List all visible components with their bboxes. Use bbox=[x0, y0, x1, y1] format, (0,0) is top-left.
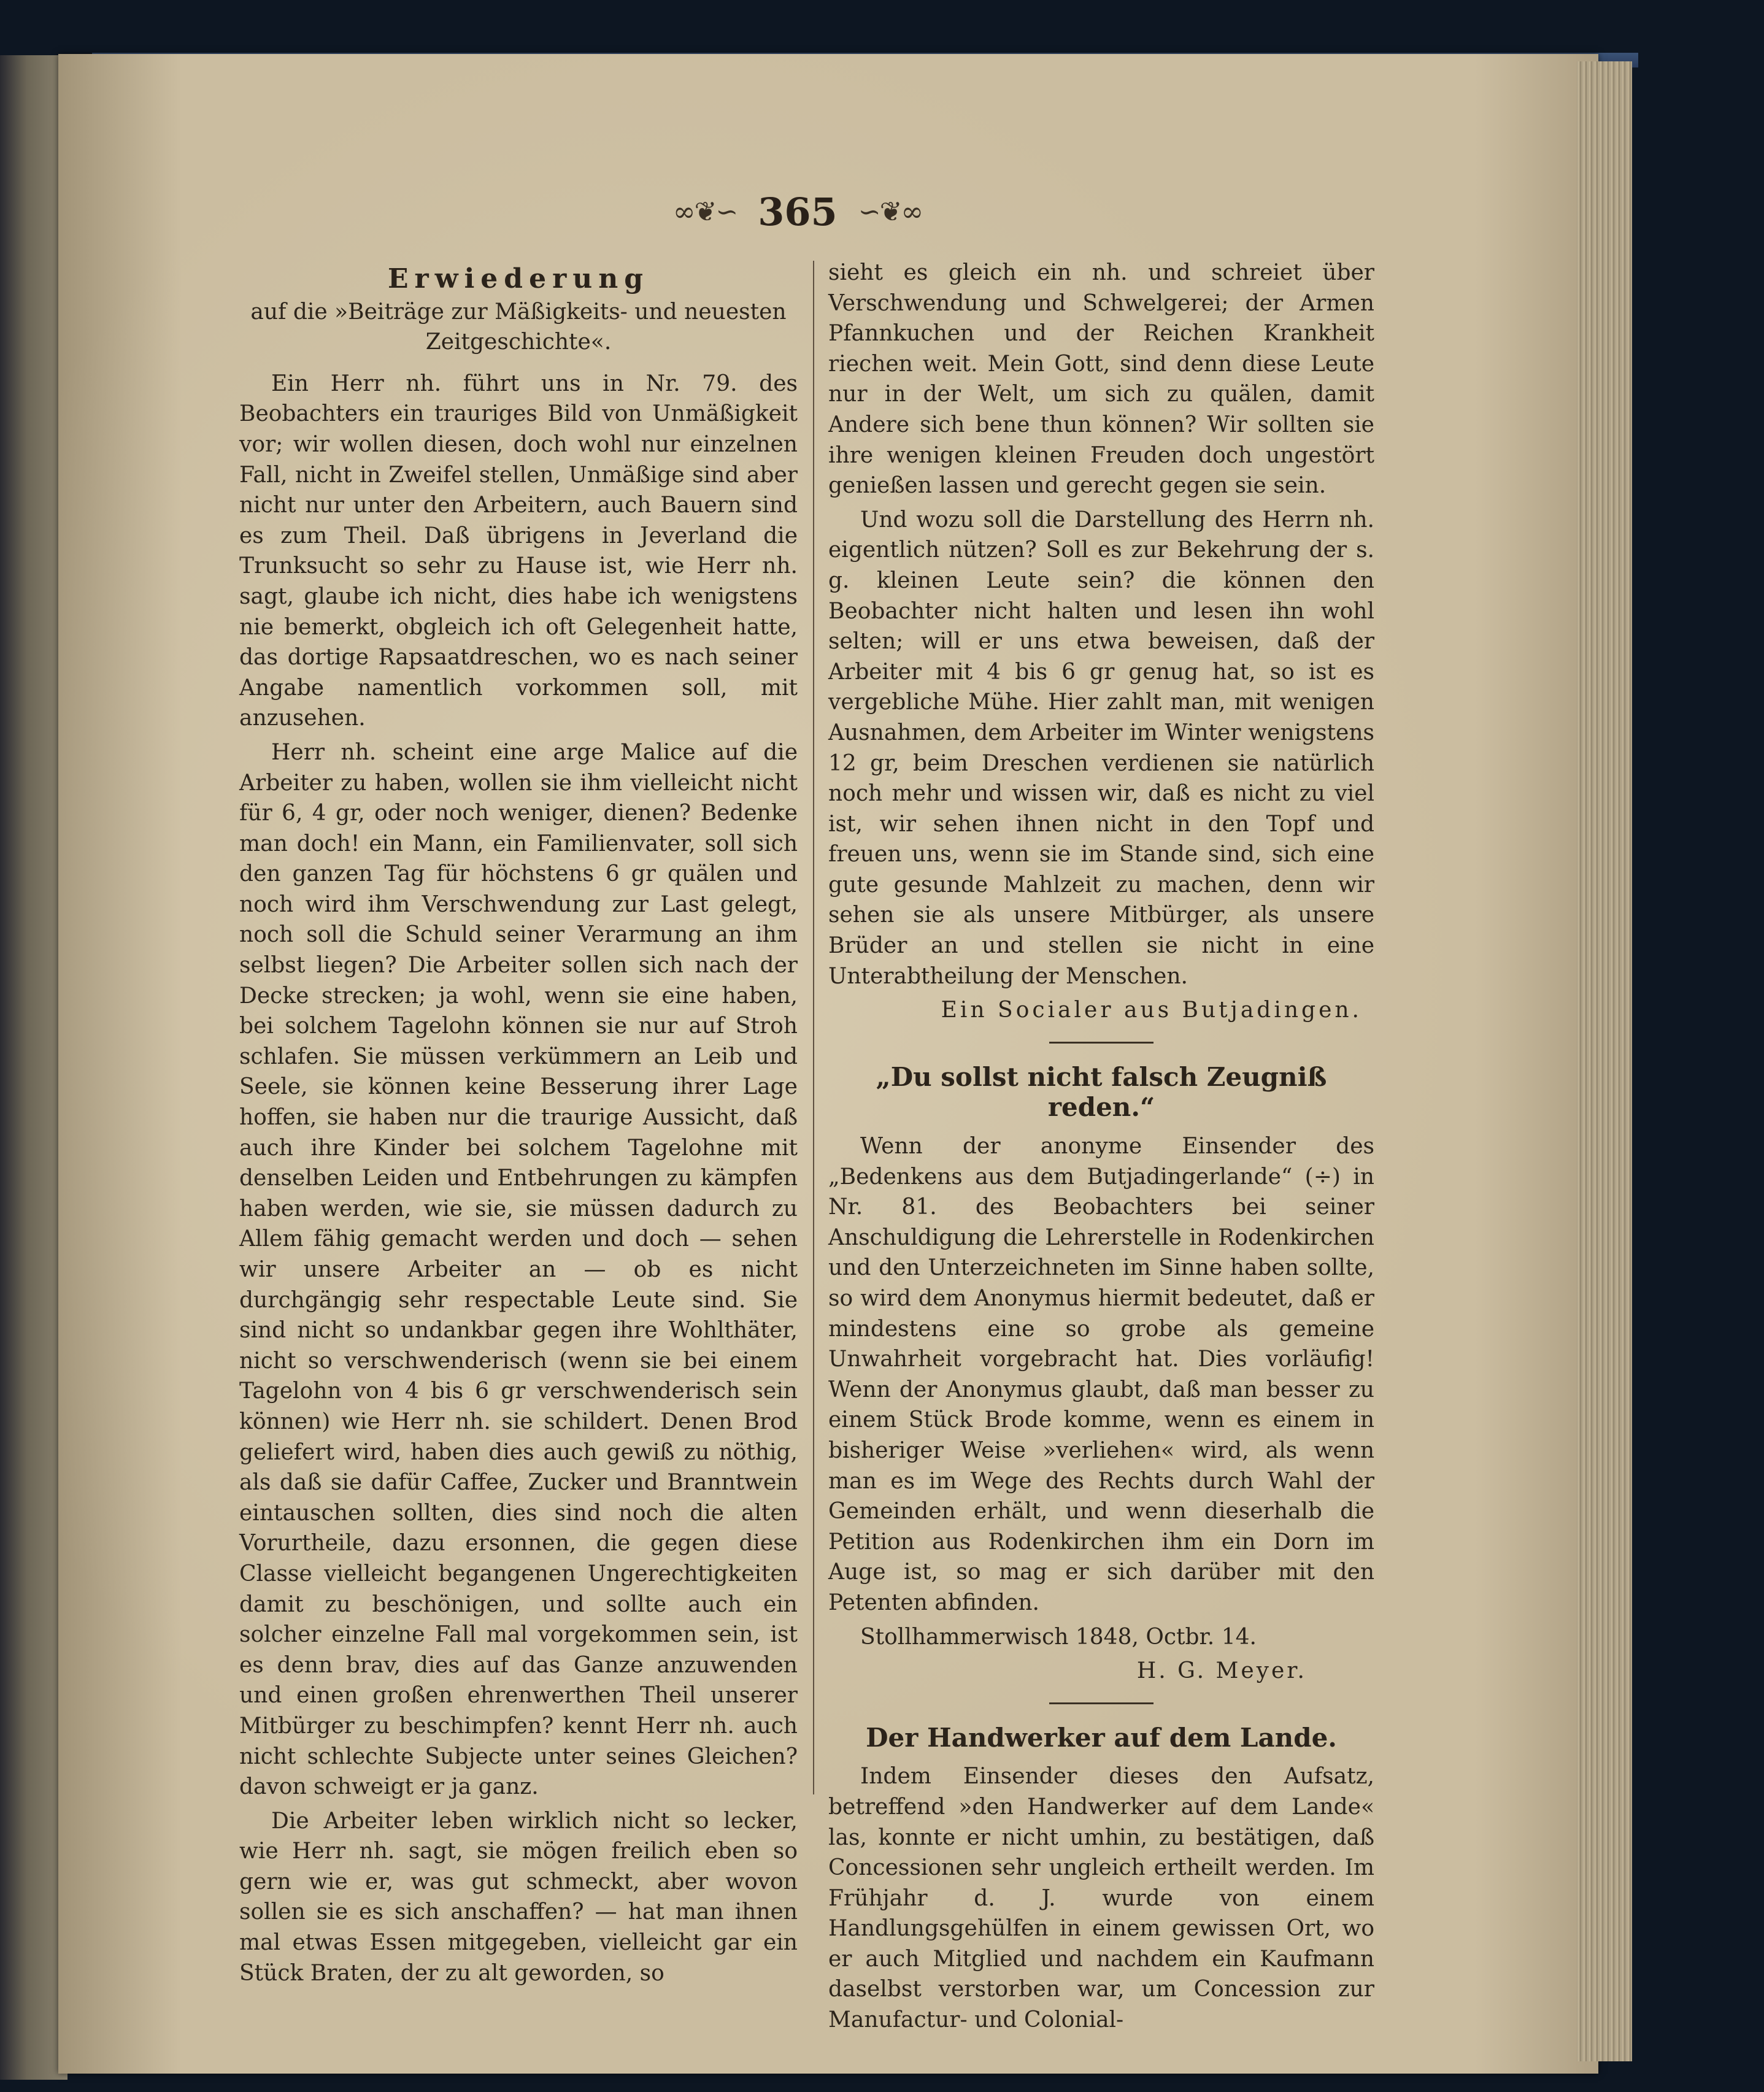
section-rule bbox=[1049, 1702, 1154, 1704]
article-heading: Der Handwerker auf dem Lande. bbox=[866, 1722, 1337, 1753]
article-heading: „Du sollst nicht falsch Zeugniß reden.“ bbox=[876, 1061, 1327, 1123]
page-number: 365 bbox=[758, 189, 838, 234]
dateline: Stollhammerwisch 1848, Octbr. 14. bbox=[860, 1624, 1257, 1650]
page-stack-edge bbox=[1577, 61, 1632, 2061]
page-header bbox=[638, 184, 957, 239]
continuation-paragraph: sieht es gleich ein nh. und schreiet über Verschwendung und Schwelgerei; der Armen Pfannkuchen und der Reichen Krankheit riechen weit. Mein Gott, sind denn diese Leute nur in der Welt, um sich zu quälen, damit Andere sich bene thun können? Wir sollten sie ihre wenigen kleinen Freuden doch ungestört genießen lassen und gerecht gegen sie sein. bbox=[828, 260, 1374, 499]
article-signature: Ein Socialer aus Butjadingen. bbox=[941, 998, 1362, 1023]
article-paragraph: Herr nh. scheint eine arge Malice auf die Arbeiter zu haben, wollen sie ihm vielleicht nicht für 6, 4 gr, oder noch weniger, dienen? Bedenke man doch! ein Mann, ein Familienvater, soll sich den ganzen Tag für höchstens 6 gr quälen und noch wird ihm Verschwendung zur Last gelegt, noch soll die Schuld seiner Verarmung an ihm selbst liegen? Die Arbeiter sollen sich nach der Decke strecken; ja wohl, wenn sie eine haben, bei solchem Tagelohn können sie nur auf Stroh schlafen. Sie müssen verkümmern an Leib und Seele, sie können keine Besserung ihrer Lage hoffen, sie haben nur die traurige Aussicht, daß auch ihre Kinder bei solchem Tagelohne mit denselben Leiden und Entbehrungen zu kämpfen haben werden, wie sie, sie müssen dadurch zu Allem fähig gemacht werden und doch — sehen wir unsere Arbeiter an — ob es nicht durchgängig sehr respectable Leute sind. Sie sind nicht so undankbar gegen ihre Wohlthäter, nicht so verschwenderisch (wenn sie bei einem Tagelohn von 4 bis 6 gr verschwenderisch sein können) wie Herr nh. sie schildert. Denen Brod geliefert wird, haben dies auch gewiß zu nöthig, als daß sie dafür Caffee, Zucker und Branntwein eintauschen sollten, dies sind noch die alten Vorurtheile, dazu ersonnen, die gegen diese Classe vielleicht begangenen Ungerechtigkeiten damit zu beschönigen, und sollte auch ein solcher einzelne Fall mal vorgekommen sein, ist es denn brav, dies auf das Ganze anzuwenden und einen großen ehrenwerthen Theil unserer Mitbürger zu beschimpfen? kennt Herr nh. auch nicht schlechte Subjecte unter seines Gleichen? davon schweigt er ja ganz. bbox=[239, 739, 798, 1800]
left-column bbox=[239, 258, 798, 1992]
article-paragraph: Wenn der anonyme Einsender des „Bedenkens aus dem Butjadingerlande“ (÷) in Nr. 81. des Beobachters bei seiner Anschuldigung die Lehrerstelle in Rodenkirchen und den Unterzeichneten im Sinne haben sollte, so wird dem Anonymus hiermit bedeutet, daß er mindestens eine so grobe als gemeine Unwahrheit vorgebracht hat. Dies vorläufig! Wenn der Anonymus glaubt, daß man besser zu einem Stück Brode komme, wenn es einem in bisheriger Weise »verliehen« wird, als wenn man es im Wege des Rechts durch Wahl der Gemeinden erhält, und wenn dieserhalb die Petition aus Rodenkirchen ihm ein Dorn im Auge ist, so mag er sich darüber mit den Petenten abfinden. bbox=[828, 1134, 1374, 1615]
continuation-paragraph: Und wozu soll die Darstellung des Herrn nh. eigentlich nützen? Soll es zur Bekehrung der s. g. kleinen Leute sein? die können den Beobachter nicht halten und lesen ihn wohl selten; will er uns etwa beweisen, daß der Arbeiter mit 4 bis 6 gr genug hat, so ist es vergebliche Mühe. Hier zahlt man, mit wenigen Ausnahmen, dem Arbeiter im Winter wenigstens 12 gr, beim Dreschen verdienen sie natürlich noch mehr und wissen wir, daß es nicht zu viel ist, wir sehen ihnen nicht in den Topf und freuen uns, wenn sie im Stande sind, sich eine gute gesunde Mahlzeit zu machen, denn wir sehen sie als unsere Mitbürger, als unsere Brüder an und stellen sie nicht in eine Unterabtheilung der Menschen. bbox=[828, 507, 1374, 989]
article-paragraph: Indem Einsender dieses den Aufsatz, betreffend »den Handwerker auf dem Lande« las, konnte er nicht umhin, zu bestätigen, daß Concessionen sehr ungleich ertheilt werden. Im Frühjahr d. J. wurde von einem Handlungsgehülfen in einem gewissen Ort, wo er auch Mitglied und nachdem ein Kaufmann daselbst verstorben war, um Concession zur Manufactur- und Colonial- bbox=[828, 1764, 1374, 2033]
right-column bbox=[828, 258, 1374, 2039]
article-subtitle: auf die »Beiträge zur Mäßigkeits- und neuesten Zeitgeschichte«. bbox=[250, 299, 787, 355]
article-paragraph: Die Arbeiter leben wirklich nicht so lecker, wie Herr nh. sagt, sie mögen freilich eben so gern wie er, was gut schmeckt, aber wovon sollen sie es sich anschaffen? — hat man ihnen mal etwas Essen mitgegeben, vielleicht gar ein Stück Braten, der zu alt geworden, so bbox=[239, 1808, 798, 1986]
right-ornament-icon: ∽❦∞ bbox=[858, 196, 923, 228]
facing-page-edge bbox=[0, 55, 67, 2080]
section-rule bbox=[1049, 1042, 1154, 1044]
article-paragraph: Ein Herr nh. führt uns in Nr. 79. des Beobachters ein trauriges Bild von Unmäßigkeit vor; wir wollen diesen, doch wohl nur einzelnen Fall, nicht in Zweifel stellen, Unmäßige sind aber nicht nur unter den Arbeitern, auch Bauern sind es zum Theil. Daß übrigens in Jeverland die Trunksucht so sehr zu Hause ist, wie Herr nh. sagt, glaube ich nicht, dies habe ich wenigstens nie bemerkt, obgleich ich oft Gelegenheit hatte, das dortige Rapsaatdreschen, wo es nach seiner Angabe namentlich vorkommen soll, mit anzusehen. bbox=[239, 371, 798, 731]
left-ornament-icon: ∞❦∽ bbox=[672, 196, 738, 228]
article-title: Erwiederung bbox=[388, 263, 649, 294]
column-divider bbox=[813, 261, 814, 1794]
article-signature: H. G. Meyer. bbox=[1136, 1658, 1307, 1684]
